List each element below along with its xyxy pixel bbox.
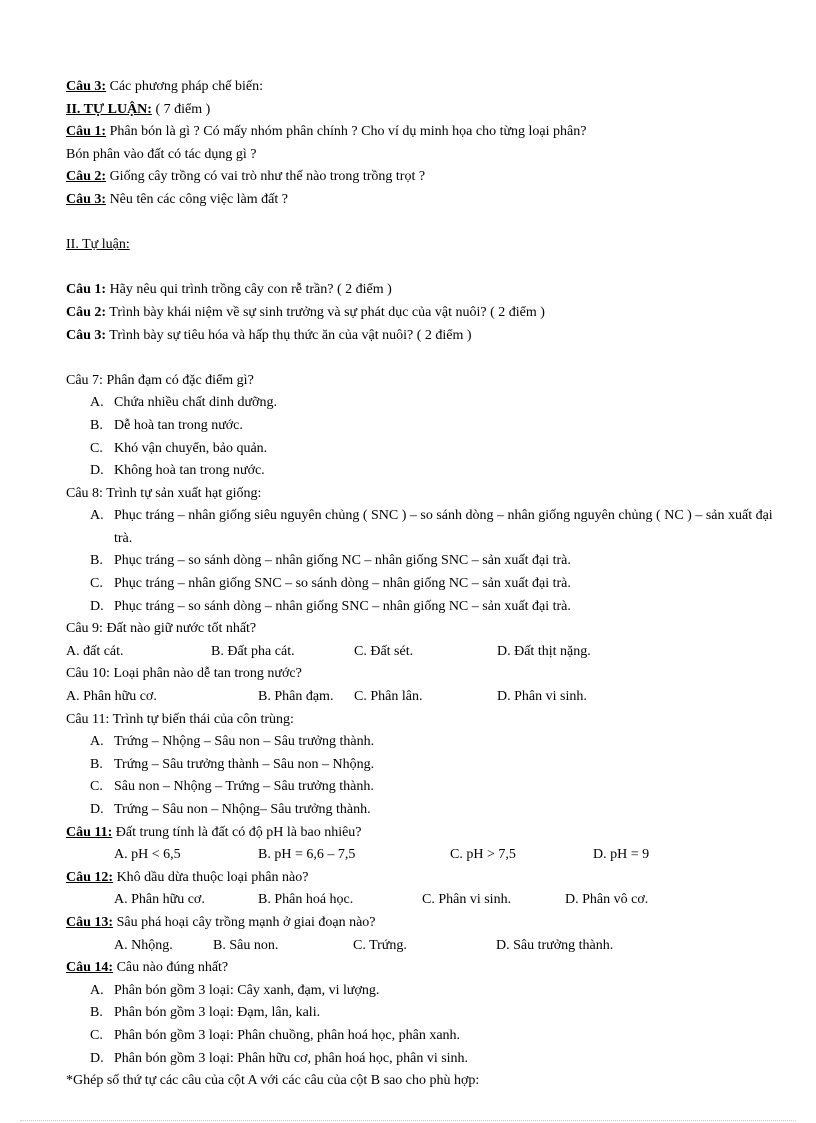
question-13-option-a: A. Nhộng. bbox=[114, 937, 173, 953]
question-9-option-a: A. đất cát. bbox=[66, 643, 124, 659]
question-11-ph-options bbox=[66, 844, 786, 867]
question-9-option-c: C. Đất sét. bbox=[354, 643, 414, 659]
question-10-option-c: C. Phân lân. bbox=[354, 689, 423, 705]
essay2-question-3: Câu 3: Trình bày sự tiêu hóa và hấp thụ thức ăn của vật nuôi? ( 2 điểm ) bbox=[66, 327, 472, 343]
essay-section-heading: II. Tự luận: bbox=[66, 237, 130, 253]
question-13-option-d: D. Sâu trưởng thành. bbox=[496, 937, 614, 953]
page-bottom-divider bbox=[20, 1120, 796, 1121]
question-10-option-d: D. Phân vi sinh. bbox=[497, 689, 587, 705]
question-11-ph-option-a: A. pH < 6,5 bbox=[114, 847, 181, 863]
question-11-ph-option-d: D. pH = 9 bbox=[593, 847, 650, 863]
question-12-option-a: A. Phân hữu cơ. bbox=[114, 892, 205, 908]
spacer bbox=[66, 212, 786, 235]
essay-question-1-cont: Bón phân vào đất có tác dụng gì ? bbox=[66, 146, 257, 162]
question-13-options bbox=[66, 935, 786, 958]
question-12-options bbox=[66, 889, 786, 912]
question-7-option-d: D. Không hoà tan trong nước. bbox=[90, 463, 265, 479]
question-11-option-d: D. Trứng – Sâu non – Nhộng– Sâu trưởng thành. bbox=[90, 802, 371, 817]
spacer bbox=[66, 257, 786, 280]
question-9-option-b: B. Đất pha cát. bbox=[211, 643, 295, 659]
question-8-option-b: B. Phục tráng – so sánh dòng – nhân giống NC – nhân giống SNC – sản xuất đại trà. bbox=[90, 553, 571, 569]
question-11-option-a: A. Trứng – Nhộng – Sâu non – Sâu trưởng thành. bbox=[90, 734, 375, 750]
question-14-option-a: A. Phân bón gồm 3 loại: Cây xanh, đạm, vi lượng. bbox=[90, 982, 380, 998]
question-10-option-b: B. Phân đạm. bbox=[258, 689, 334, 705]
question-10-options bbox=[66, 686, 786, 709]
question-14-stem: Câu 14: Câu nào đúng nhất? bbox=[66, 960, 229, 976]
question-14-option-c: C. Phân bón gồm 3 loại: Phân chuồng, phân hoá học, phân xanh. bbox=[90, 1027, 461, 1043]
question-12-option-c: C. Phân vi sinh. bbox=[422, 892, 512, 908]
essay-question-1: Câu 1: Phân bón là gì ? Có mấy nhóm phân chính ? Cho ví dụ minh họa cho từng loại phân? bbox=[66, 124, 587, 140]
question-7-stem: Câu 7: Phân đạm có đặc điểm gì? bbox=[66, 372, 254, 388]
question-11-option-b: B. Trứng – Sâu trưởng thành – Sâu non – Nhộng. bbox=[90, 756, 375, 772]
essay2-question-2: Câu 2: Trình bày khái niệm về sự sinh trưởng và sự phát dục của vật nuôi? ( 2 điểm ) bbox=[66, 304, 545, 320]
question-12-stem: Câu 12: Khô dầu dừa thuộc loại phân nào? bbox=[66, 869, 309, 885]
question-11-option-c: C. Sâu non – Nhộng – Trứng – Sâu trưởng thành. bbox=[90, 779, 374, 795]
spacer bbox=[66, 347, 786, 370]
question-13-option-b: B. Sâu non. bbox=[213, 937, 279, 953]
essay-question-2: Câu 2: Giống cây trồng có vai trò như thế nào trong trồng trọt ? bbox=[66, 169, 426, 185]
question-12-option-d: D. Phân vô cơ. bbox=[565, 892, 649, 908]
section-heading-essay: II. TỰ LUẬN: ( 7 điểm ) bbox=[66, 101, 211, 117]
question-8-option-a: A. Phục tráng – nhân giống siêu nguyên chủng ( SNC ) – so sánh dòng – nhân giống nguyên chủng ( NC ) – sản xuất đại trà. bbox=[90, 508, 773, 546]
question-9-stem: Câu 9: Đất nào giữ nước tốt nhất? bbox=[66, 621, 257, 637]
question-11-ph-option-c: C. pH > 7,5 bbox=[450, 847, 516, 863]
question-8-option-d: D. Phục tráng – so sánh dòng – nhân giống SNC – nhân giống NC – sản xuất đại trà. bbox=[90, 598, 571, 614]
question-7-option-c: C. Khó vận chuyển, bảo quản. bbox=[90, 440, 268, 456]
question-10-stem: Câu 10: Loại phân nào dễ tan trong nước? bbox=[66, 666, 302, 682]
question-10-option-a: A. Phân hữu cơ. bbox=[66, 689, 157, 705]
question-9-options bbox=[66, 641, 786, 664]
question-11-ph-stem: Câu 11: Đất trung tính là đất có độ pH là bao nhiêu? bbox=[66, 824, 362, 840]
question-8-stem: Câu 8: Trình tự sản xuất hạt giống: bbox=[66, 485, 262, 501]
question-11-ph-option-b: B. pH = 6,6 – 7,5 bbox=[258, 847, 356, 863]
question-13-stem: Câu 13: Sâu phá hoại cây trồng mạnh ở giai đoạn nào? bbox=[66, 914, 376, 930]
question-12-option-b: B. Phân hoá học. bbox=[258, 892, 354, 908]
question-7-option-b: B. Dễ hoà tan trong nước. bbox=[90, 417, 243, 433]
question-14-option-b: B. Phân bón gồm 3 loại: Đạm, lân, kali. bbox=[90, 1005, 321, 1021]
question-7-option-a: A. Chứa nhiều chất dinh dưỡng. bbox=[90, 395, 277, 411]
essay2-question-1: Câu 1: Hãy nêu qui trình trồng cây con rễ trần? ( 2 điểm ) bbox=[66, 282, 392, 298]
question-8-option-c: C. Phục tráng – nhân giống SNC – so sánh dòng – nhân giống NC – sản xuất đại trà. bbox=[90, 576, 571, 592]
question-9-option-d: D. Đất thịt nặng. bbox=[497, 643, 591, 659]
question-3-methods: Câu 3: Các phương pháp chế biến: bbox=[66, 79, 263, 94]
matching-instruction: *Ghép số thứ tự các câu của cột A với các câu của cột B sao cho phù hợp: bbox=[66, 1073, 480, 1089]
essay-question-3: Câu 3: Nêu tên các công việc làm đất ? bbox=[66, 191, 288, 207]
question-11-stem: Câu 11: Trình tự biến thái của côn trùng: bbox=[66, 711, 294, 727]
document-page bbox=[66, 76, 786, 1093]
question-13-option-c: C. Trứng. bbox=[353, 937, 407, 953]
question-14-option-d: D. Phân bón gồm 3 loại: Phân hữu cơ, phân hoá học, phân vi sinh. bbox=[90, 1050, 469, 1066]
